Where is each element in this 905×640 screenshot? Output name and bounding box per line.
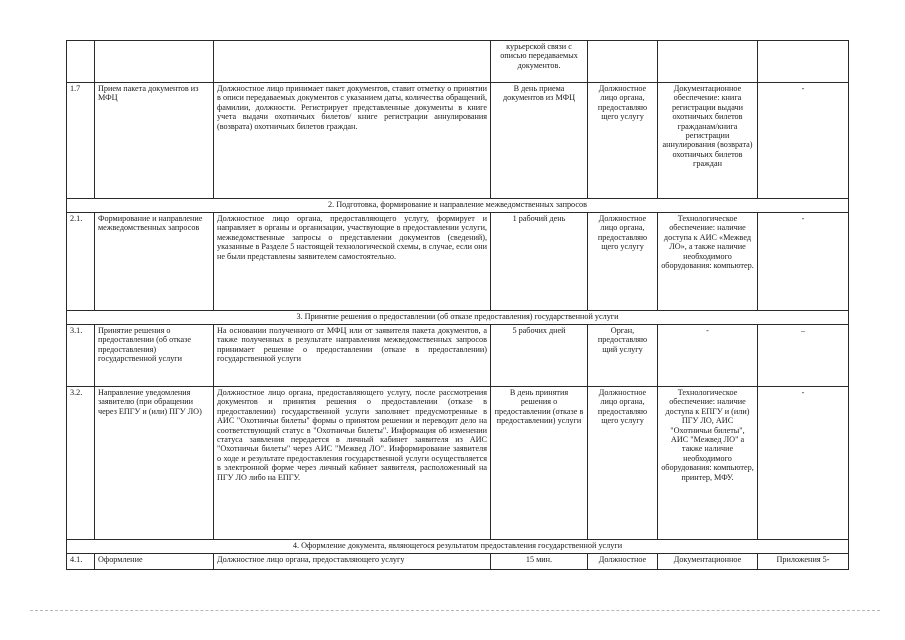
step-forms: - (758, 83, 849, 199)
step-resources: Технологическое обеспечение: наличие доступа к ЕПГУ и (или) ПГУ ЛО, АИС "Охотничьи билеты", АИС "Межвед ЛО" а также наличие необходимого оборудования: компьютер, принтер, МФУ. (658, 387, 758, 540)
step-description: Должностное лицо органа, предоставляющего услугу, после рассмотрения документов и принятия решения о предоставлении (отказе в предоставлении) государственной услуги заполняет предусмотренные в АИС "Охотничьи билеты" формы о принятом решении и переводит дело на соответствующий статус в "Охотничьи билеты". Информация об изменении статуса заявления передается в личный кабинет заявителя из АИС "Охотничьи билеты" через АИС "Межвед ЛО". Информирование заявителя о ходе и результате предоставления государственной услуги осуществляется в электронной форме через личный кабинет заявителя, расположенный на ПГУ ЛО либо на ЕПГУ. (214, 387, 491, 540)
step-name (95, 41, 214, 83)
step-term: 1 рабочий день (491, 213, 588, 311)
step-number: 4.1. (67, 554, 95, 570)
step-number: 2.1. (67, 213, 95, 311)
section-header-row (67, 311, 849, 325)
step-description: Должностное лицо органа, предоставляющего услугу, формирует и направляет в органы и организации, участвующие в предоставлении услуги, межведомственные запросы о представлении документов (сведений), указанные в Разделе 5 настоящей технологической схемы, в случае, если они не были представлены заявителем самостоятельно. (214, 213, 491, 311)
step-name: Направление уведомления заявителю (при обращении через ЕПГУ и (или) ПГУ ЛО) (95, 387, 214, 540)
step-description (214, 41, 491, 83)
step-name: Прием пакета документов из МФЦ (95, 83, 214, 199)
step-row (67, 83, 849, 199)
step-performer: Должностное лицо органа, предоставляю щего услугу (588, 83, 658, 199)
procedure-table (66, 40, 849, 570)
step-performer: Орган, предоставляю щий услугу (588, 325, 658, 387)
step-term: курьерской связи с описью передаваемых документов. (491, 41, 588, 83)
step-forms: - (758, 213, 849, 311)
step-name: Оформление (95, 554, 214, 570)
step-number (67, 41, 95, 83)
step-number: 1.7 (67, 83, 95, 199)
step-number: 3.2. (67, 387, 95, 540)
step-resources: Документационное (658, 554, 758, 570)
step-resources (658, 41, 758, 83)
step-performer (588, 41, 658, 83)
section-title: 4. Оформление документа, являющегося результатом предоставления государственной услуги (67, 540, 849, 554)
step-description: Должностное лицо принимает пакет документов, ставит отметку о принятии в описи передаваемых документов с указанием даты, количества обращений, фамилии, должности. Регистрирует представленные документы в книге учета выдачи охотничьих билетов/ книге регистрации аннулирования (возврата) охотничьих билетов граждан. (214, 83, 491, 199)
step-forms (758, 41, 849, 83)
step-row (67, 325, 849, 387)
document-page (66, 40, 848, 570)
table-body (67, 41, 849, 570)
step-row (67, 41, 849, 83)
step-term: В день приема документов из МФЦ (491, 83, 588, 199)
step-performer: Должностное лицо органа, предоставляю щего услугу (588, 387, 658, 540)
step-row (67, 554, 849, 570)
step-term: В день принятия решения о предоставлении (отказе в предоставлении) услуги (491, 387, 588, 540)
section-header-row (67, 540, 849, 554)
step-number: 3.1. (67, 325, 95, 387)
step-forms: Приложения 5- (758, 554, 849, 570)
step-resources: Документационное обеспечение: книга регистрации выдачи охотничьих билетов гражданам/книга регистрации аннулирования (возврата) охотничьих билетов граждан (658, 83, 758, 199)
step-resources: - (658, 325, 758, 387)
step-forms: – (758, 325, 849, 387)
step-term: 5 рабочих дней (491, 325, 588, 387)
step-description: Должностное лицо органа, предоставляющего услугу (214, 554, 491, 570)
scan-edge-line (30, 610, 880, 612)
step-row (67, 213, 849, 311)
step-term: 15 мин. (491, 554, 588, 570)
step-performer: Должностное (588, 554, 658, 570)
step-performer: Должностное лицо органа, предоставляю щего услугу (588, 213, 658, 311)
step-name: Принятие решения о предоставлении (об отказе предоставления) государственной услуги (95, 325, 214, 387)
step-forms: - (758, 387, 849, 540)
step-description: На основании полученного от МФЦ или от заявителя пакета документов, а также полученных в результате направления межведомственных запросов принимает решение о предоставлении (отказе в предоставлении) государственной услуги (214, 325, 491, 387)
section-title: 2. Подготовка, формирование и направление межведомственных запросов (67, 199, 849, 213)
step-row (67, 387, 849, 540)
section-header-row (67, 199, 849, 213)
section-title: 3. Принятие решения о предоставлении (об отказе предоставления) государственной услуги (67, 311, 849, 325)
step-name: Формирование и направление межведомственных запросов (95, 213, 214, 311)
step-resources: Технологическое обеспечение: наличие доступа к АИС «Межвед ЛО», а также наличие необходимого оборудования: компьютер. (658, 213, 758, 311)
